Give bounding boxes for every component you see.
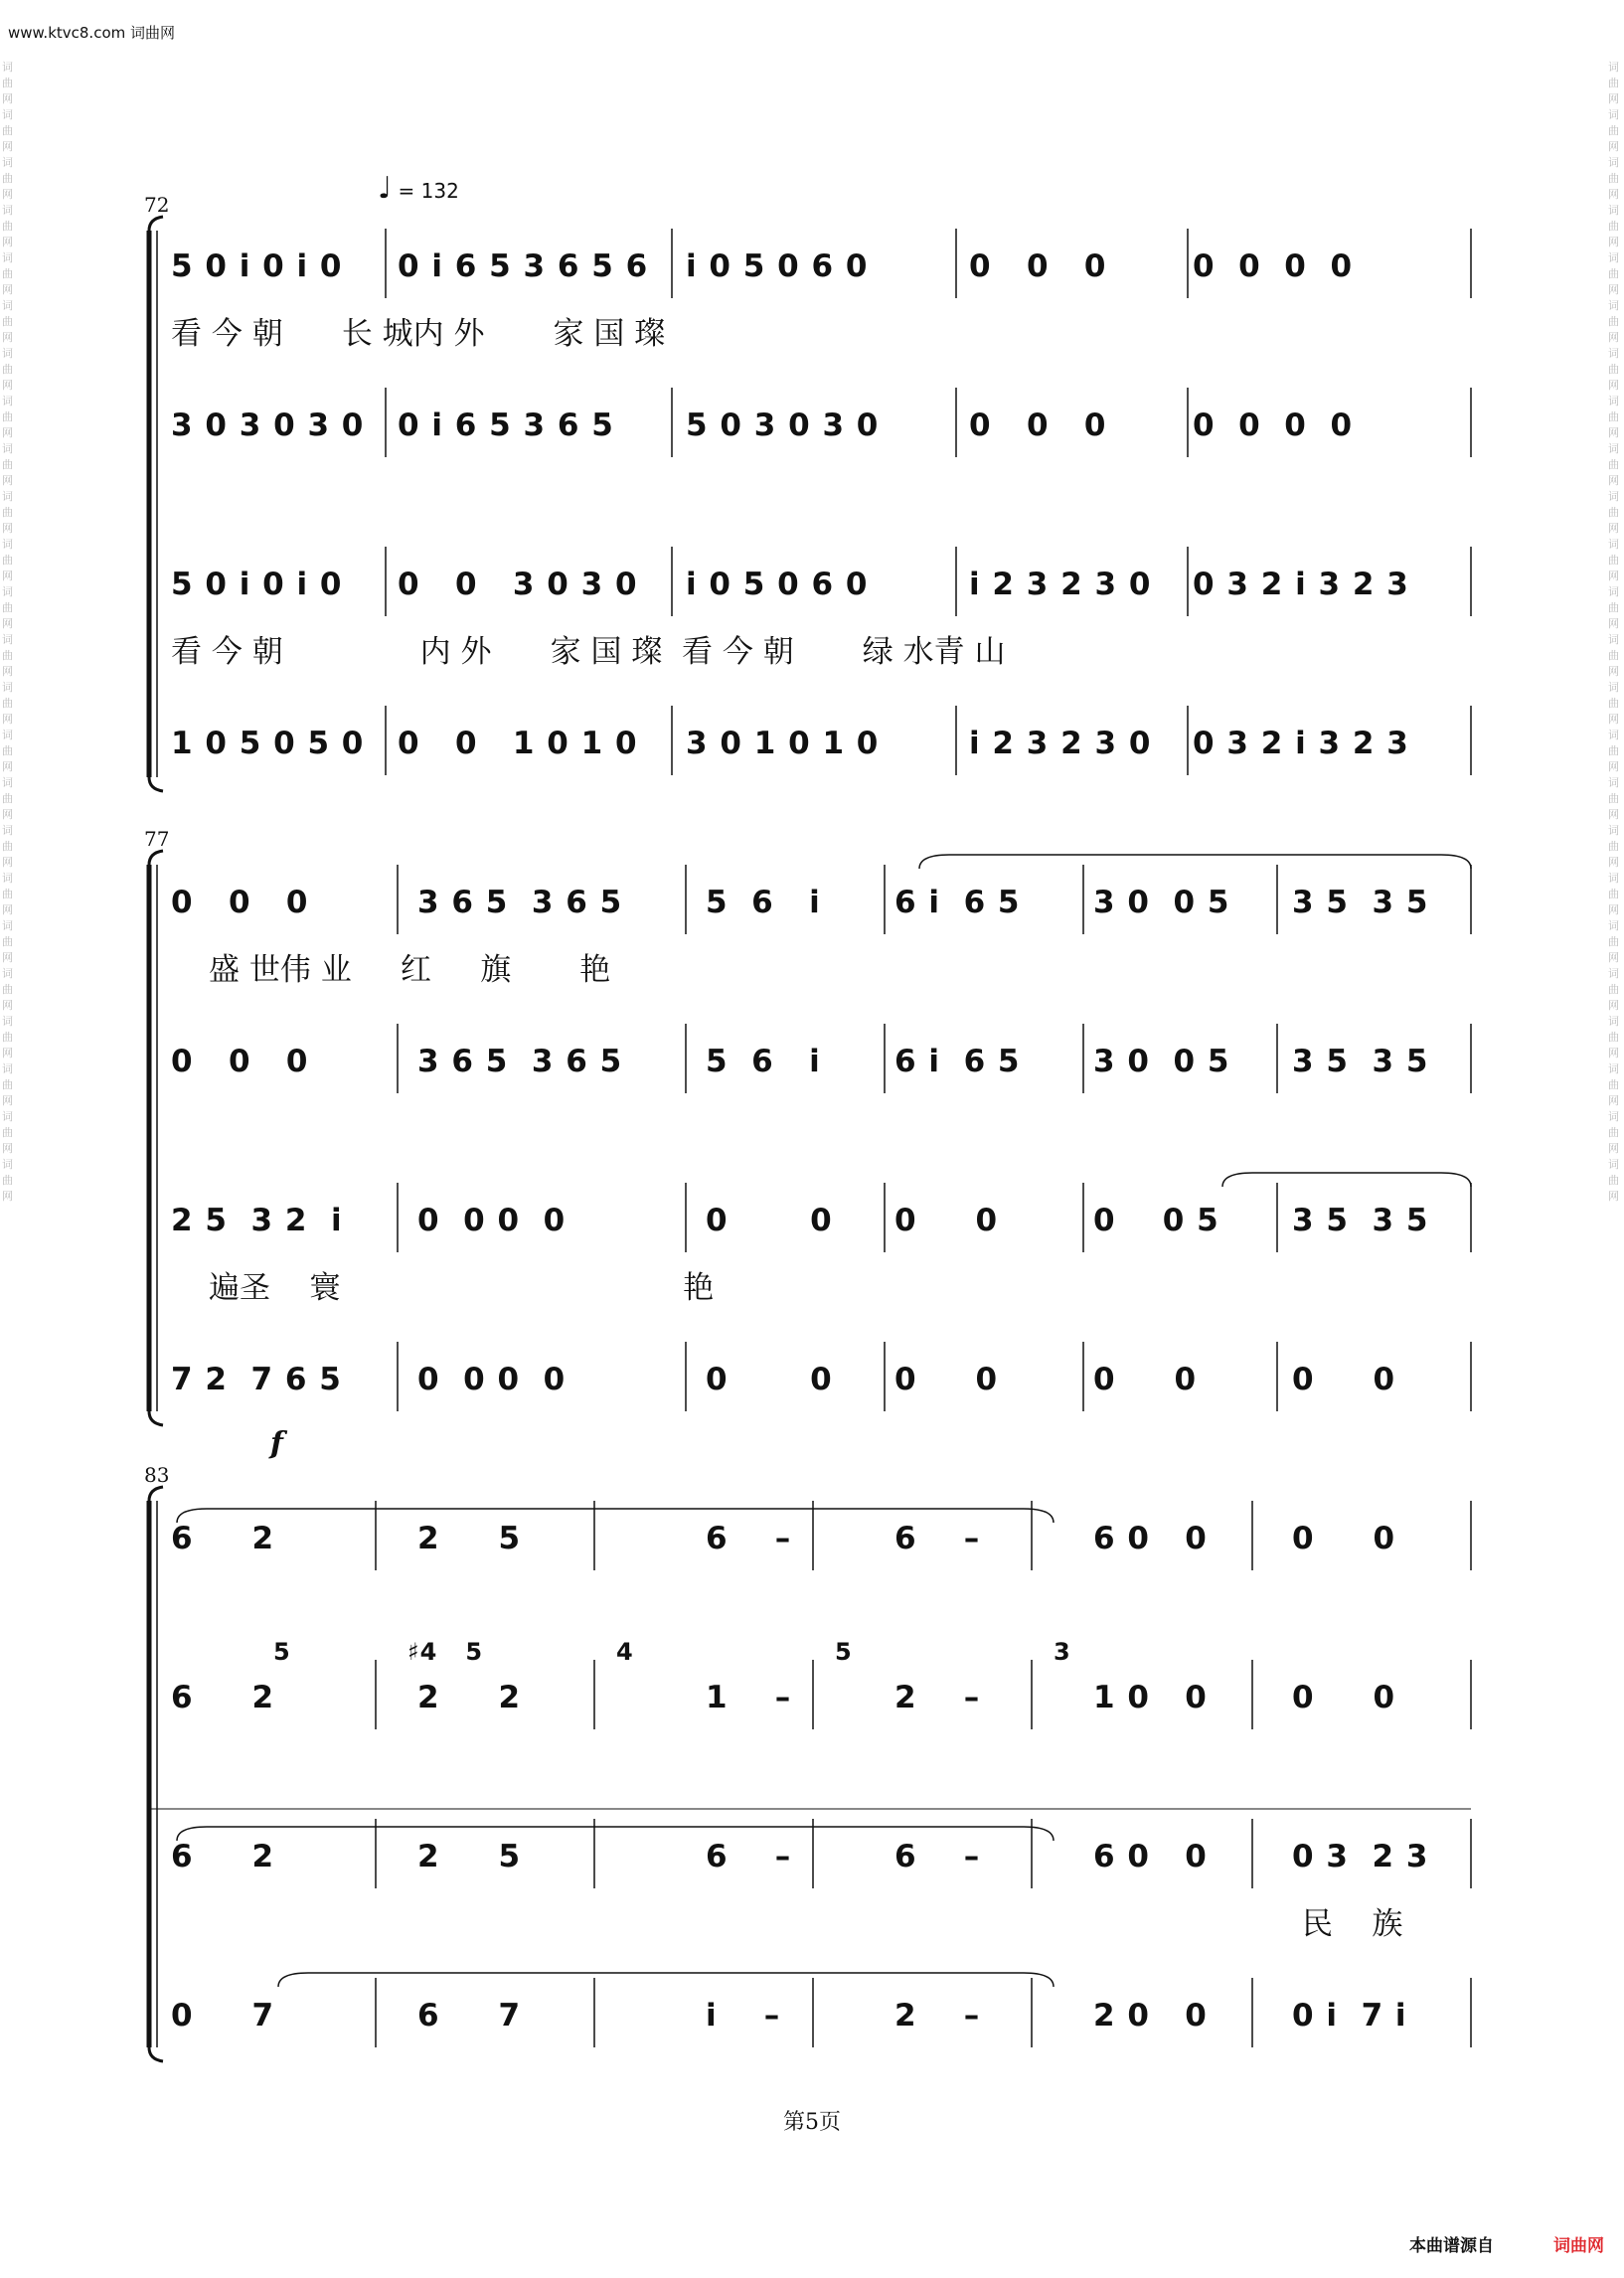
measure-notes: 0 i 6 5 3 6 5: [398, 407, 614, 443]
measure-notes: 2 5: [417, 1521, 522, 1556]
measure-notes: 2 –: [894, 1998, 981, 2034]
measure-notes: 3 5 3 5: [1292, 885, 1429, 920]
measure-notes: 0 0 0 0: [417, 1362, 567, 1397]
measure-number: 83: [144, 1463, 170, 1487]
measure-notes: 0 0 1 0 1 0: [398, 726, 638, 761]
measure-notes: 3 0 3 0 3 0: [171, 407, 365, 443]
measure-notes: 5 0 3 0 3 0: [686, 407, 880, 443]
measure-notes: 3 6 5 3 6 5: [417, 885, 623, 920]
measure-notes: 6 i 6 5: [894, 1044, 1021, 1079]
measure-notes: 6 0 0: [1093, 1839, 1208, 1874]
measure-notes: 5 0 i 0 i 0: [171, 567, 343, 602]
measure-notes: 6 2: [171, 1521, 275, 1556]
footer-brand: 词曲网: [1553, 2236, 1604, 2256]
measure-notes: 2 5: [417, 1839, 522, 1874]
measure-notes: 0 0 0: [969, 248, 1107, 284]
measure-notes: i 0 5 0 6 0: [686, 248, 869, 284]
measure-notes: 2 –: [894, 1680, 981, 1715]
chord-upper-note: 5: [273, 1638, 291, 1666]
measure-notes: 0 0 0: [171, 1044, 309, 1079]
lyric-line: 看 今 朝 内 外 家 国 璨 看 今 朝 绿 水青 山: [171, 634, 1006, 670]
measure-notes: 6 –: [894, 1521, 981, 1556]
measure-notes: 0 0 0 0: [1193, 248, 1354, 284]
measure-notes: 0 0: [706, 1203, 833, 1238]
lyric-line: 民 族: [1302, 1906, 1403, 1942]
measure-notes: 5 0 i 0 i 0: [171, 248, 343, 284]
lyric-line: 看 今 朝 长 城内 外 家 国 璨: [171, 316, 666, 352]
measure-notes: 0 0: [894, 1362, 999, 1397]
dynamic-forte: f: [270, 1426, 283, 1461]
measure-notes: i –: [706, 1998, 781, 2034]
measure-notes: 6 0 0: [1093, 1521, 1208, 1556]
measure-notes: 0 0: [1093, 1362, 1198, 1397]
measure-notes: 1 –: [706, 1680, 792, 1715]
tempo-value: = 132: [398, 179, 459, 203]
measure-notes: 2 0 0: [1093, 1998, 1208, 2034]
measure-notes: 2 5 3 2 i: [171, 1203, 343, 1238]
measure-notes: 6 –: [894, 1839, 981, 1874]
measure-notes: 6 7: [417, 1998, 522, 2034]
measure-notes: 0 0: [1292, 1362, 1396, 1397]
site-url[interactable]: www.ktvc8.com 词曲网: [8, 24, 176, 42]
measure-notes: 0 0 0: [171, 885, 309, 920]
measure-notes: 0 0 0 0: [417, 1203, 567, 1238]
measure-notes: 0 0: [706, 1362, 833, 1397]
measure-notes: 6 –: [706, 1521, 792, 1556]
measure-notes: 7 2 7 6 5: [171, 1362, 342, 1397]
measure-number: 77: [144, 827, 170, 851]
measure-notes: 0 3 2 i 3 2 3: [1193, 567, 1409, 602]
page-number: 第5页: [783, 2110, 841, 2135]
measure-notes: 0 3 2 3: [1292, 1839, 1429, 1874]
measure-notes: 1 0 5 0 5 0: [171, 726, 365, 761]
measure-notes: 0 i 7 i: [1292, 1998, 1407, 2034]
measure-notes: 3 0 0 5: [1093, 1044, 1230, 1079]
measure-notes: 0 0: [1292, 1521, 1396, 1556]
lyric-line: 盛 世伟 业 红 旗 艳: [209, 952, 611, 988]
measure-notes: 5 6 i: [706, 885, 821, 920]
measure-notes: 5 6 i: [706, 1044, 821, 1079]
measure-notes: 1 0 0: [1093, 1680, 1208, 1715]
measure-notes: 0 0 0: [969, 407, 1107, 443]
measure-notes: 0 0 5: [1093, 1203, 1219, 1238]
measure-notes: 3 6 5 3 6 5: [417, 1044, 623, 1079]
measure-notes: 0 0 0 0: [1193, 407, 1354, 443]
side-watermark-right: 词曲网词曲网词曲网词曲网词曲网词曲网词曲网词曲网词曲网词曲网词曲网词曲网词曲网词曲网词曲网词曲网词曲网词曲网词曲网词曲网词曲网词曲网词曲网词曲网: [1608, 61, 1619, 1203]
measure-notes: 3 0 0 5: [1093, 885, 1230, 920]
side-watermark-left: 词曲网词曲网词曲网词曲网词曲网词曲网词曲网词曲网词曲网词曲网词曲网词曲网词曲网词曲网词曲网词曲网词曲网词曲网词曲网词曲网词曲网词曲网词曲网词曲网: [2, 61, 13, 1203]
measure-notes: 3 5 3 5: [1292, 1044, 1429, 1079]
measure-notes: 2 2: [417, 1680, 522, 1715]
measure-notes: 6 i 6 5: [894, 885, 1021, 920]
chord-upper-note: 4: [616, 1638, 634, 1666]
measure-notes: 0 3 2 i 3 2 3: [1193, 726, 1409, 761]
measure-notes: 6 –: [706, 1839, 792, 1874]
measure-notes: 0 0 3 0 3 0: [398, 567, 638, 602]
measure-notes: i 0 5 0 6 0: [686, 567, 869, 602]
measure-notes: 0 i 6 5 3 6 5 6: [398, 248, 649, 284]
measure-notes: 0 0: [894, 1203, 999, 1238]
chord-upper-note: 5: [835, 1638, 853, 1666]
lyric-line: 遍圣 寰 艳: [209, 1270, 715, 1306]
chord-upper-note: 3: [1054, 1638, 1071, 1666]
measure-notes: 6 2: [171, 1839, 275, 1874]
quarter-note-icon: ♩: [378, 171, 393, 206]
measure-number: 72: [144, 193, 170, 217]
footer-source-label: 本曲谱源自: [1409, 2236, 1494, 2256]
measure-notes: 0 0: [1292, 1680, 1396, 1715]
footer-source: [1409, 2231, 1604, 2256]
measure-notes: 6 2: [171, 1680, 275, 1715]
measure-notes: 0 7: [171, 1998, 275, 2034]
measure-notes: 3 0 1 0 1 0: [686, 726, 880, 761]
measure-notes: i 2 3 2 3 0: [969, 726, 1152, 761]
measure-notes: i 2 3 2 3 0: [969, 567, 1152, 602]
measure-notes: 3 5 3 5: [1292, 1203, 1429, 1238]
chord-upper-note: ♯4 5: [407, 1638, 484, 1666]
